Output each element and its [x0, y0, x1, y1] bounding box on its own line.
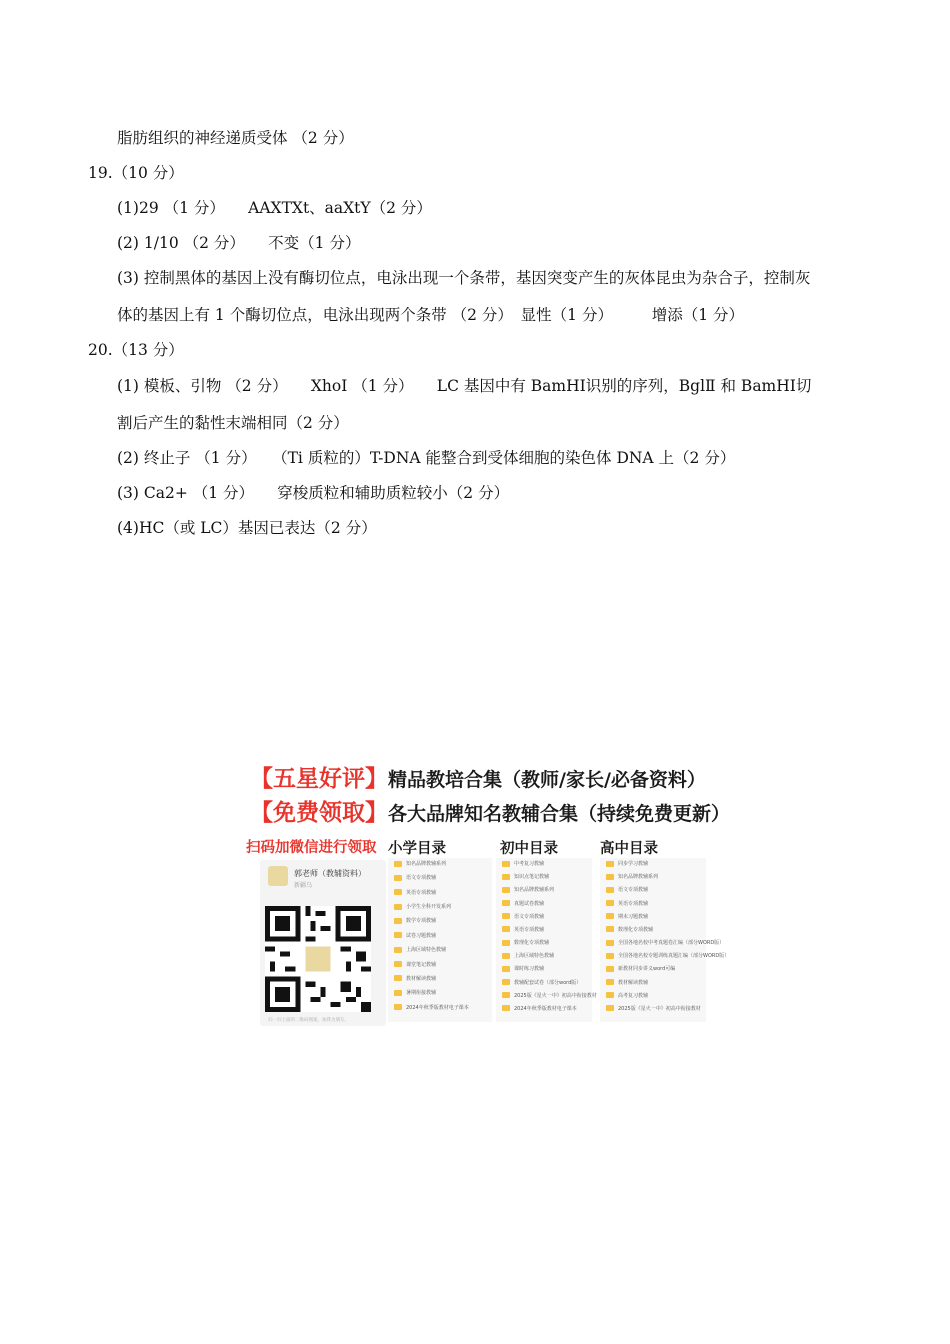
catalog-folder-label: 新教材同步讲义word可编 — [618, 966, 676, 973]
folder-icon — [606, 1005, 614, 1011]
answer-line: (4)HC（或 LC）基因已表达（2 分） — [117, 519, 377, 537]
high-catalog-list — [600, 858, 730, 1022]
question-20-heading: 20.（13 分） — [88, 341, 184, 359]
folder-icon — [502, 900, 510, 906]
catalog-folder-label: 2025版《星火一中》初高中衔接教材 — [618, 1005, 701, 1012]
scan-label: 扫码加微信进行领取 — [246, 840, 377, 856]
folder-icon — [502, 874, 510, 880]
folder-icon — [394, 1004, 402, 1010]
catalog-folder-label: 2024年秋季版教材电子课本 — [514, 1005, 577, 1012]
catalog-folder-item[interactable] — [502, 992, 597, 999]
catalog-folder-item[interactable] — [606, 860, 648, 867]
folder-icon — [394, 889, 402, 895]
catalog-folder-item[interactable] — [502, 965, 544, 972]
answer-line: (1)29 （1 分） AAXTXt、aaXtY（2 分） — [117, 199, 432, 217]
catalog-folder-label: 上海区域特色教辅 — [406, 947, 447, 954]
promo-banner — [238, 756, 731, 1026]
catalog-folder-label: 语文专项教辅 — [618, 887, 649, 894]
catalog-folder-item[interactable] — [394, 1004, 469, 1011]
folder-icon — [502, 940, 510, 946]
catalog-folder-item[interactable] — [502, 952, 554, 959]
catalog-folder-label: 2025版《星火一中》初高中衔接教材 — [514, 992, 597, 999]
catalog-folder-label: 上海区域特色教辅 — [514, 953, 555, 960]
catalog-folder-label: 高考复习教辅 — [618, 992, 649, 999]
folder-icon — [394, 947, 402, 953]
catalog-folder-label: 英语专项教辅 — [406, 889, 437, 896]
catalog-folder-item[interactable] — [394, 989, 436, 996]
folder-icon — [502, 926, 510, 932]
folder-icon — [606, 861, 614, 867]
catalog-folder-item[interactable] — [502, 939, 549, 946]
contact-name: 郭老师（教辅资料） — [294, 869, 366, 878]
catalog-folder-item[interactable] — [394, 946, 446, 953]
catalog-folder-item[interactable] — [394, 860, 446, 867]
catalog-folder-item[interactable] — [394, 889, 436, 896]
catalog-folder-label: 知名品牌教辅系列 — [514, 887, 555, 894]
catalog-folder-item[interactable] — [394, 903, 451, 910]
folder-icon — [606, 926, 614, 932]
folder-icon — [606, 887, 614, 893]
catalog-folder-item[interactable] — [606, 900, 648, 907]
catalog-folder-item[interactable] — [502, 913, 544, 920]
folder-icon — [502, 1005, 510, 1011]
folder-icon — [606, 940, 614, 946]
catalog-folder-label: 课时练习教辅 — [514, 966, 545, 973]
catalog-folder-item[interactable] — [502, 926, 544, 933]
catalog-folder-label: 数理化专项教辅 — [618, 926, 654, 933]
catalog-folder-item[interactable] — [606, 926, 653, 933]
catalog-folder-label: 全国各地名校专题训练真题汇编（部分WORD版） — [618, 953, 730, 960]
catalog-folder-item[interactable] — [502, 860, 544, 867]
contact-location: 新疆乌 — [294, 882, 313, 889]
catalog-folder-item[interactable] — [606, 965, 675, 972]
folder-icon — [502, 861, 510, 867]
catalog-folder-label: 课堂笔记教辅 — [406, 961, 437, 968]
promo-headline-1 — [250, 760, 706, 793]
folder-icon — [394, 861, 402, 867]
catalog-folder-item[interactable] — [394, 874, 436, 881]
catalog-folder-label: 英语专项教辅 — [618, 900, 649, 907]
catalog-folder-item[interactable] — [606, 939, 724, 946]
catalog-folder-label: 教材解读教辅 — [406, 975, 437, 982]
catalog-folder-label: 小学生全科开发系列 — [406, 904, 452, 911]
catalog-folder-item[interactable] — [606, 979, 648, 986]
answer-line: 体的基因上有 1 个酶切位点，电泳出现两个条带 （2 分） 显性（1 分） 增添（1 分） — [117, 306, 745, 324]
promo-free: 【免费领取】 — [250, 800, 388, 826]
promo-brand-text: 各大品牌知名教辅合集（持续免费更新） — [388, 803, 731, 825]
catalog-folder-label: 教辅配套试卷（部分word版） — [514, 979, 582, 986]
catalog-folder-label: 知名品牌教辅系列 — [406, 861, 447, 867]
catalog-folder-label: 中考复习教辅 — [514, 861, 545, 867]
answer-line: 割后产生的黏性末端相同（2 分） — [117, 414, 349, 432]
promo-collection-text: 精品教培合集（教师/家长/必备资料） — [388, 769, 706, 791]
folder-icon — [502, 953, 510, 959]
catalog-folder-item[interactable] — [394, 932, 436, 939]
catalog-folder-item[interactable] — [502, 900, 544, 907]
middle-catalog-list — [496, 858, 597, 1022]
folder-icon — [606, 913, 614, 919]
folder-icon — [394, 875, 402, 881]
catalog-folder-label: 知名品牌教辅系列 — [618, 874, 659, 881]
catalog-folder-item[interactable] — [502, 1005, 577, 1012]
folder-icon — [606, 992, 614, 998]
catalog-folder-label: 英语专项教辅 — [514, 926, 545, 933]
folder-icon — [394, 932, 402, 938]
catalog-folder-item[interactable] — [394, 961, 436, 968]
primary-catalog-list — [388, 858, 492, 1022]
catalog-folder-label: 教材解读教辅 — [618, 979, 649, 986]
folder-icon — [502, 913, 510, 919]
folder-icon — [502, 966, 510, 972]
catalog-folder-item[interactable] — [606, 992, 648, 999]
folder-icon — [502, 887, 510, 893]
catalog-folder-item[interactable] — [606, 1005, 701, 1012]
catalog-folder-item[interactable] — [606, 873, 658, 880]
catalog-folder-label: 语文专项教辅 — [514, 913, 545, 920]
catalog-folder-label: 真题试卷教辅 — [514, 900, 545, 907]
folder-icon — [606, 979, 614, 985]
catalog-folder-item[interactable] — [606, 886, 648, 893]
catalog-folder-item[interactable] — [394, 975, 436, 982]
catalog-folder-item[interactable] — [606, 913, 648, 920]
folder-icon — [394, 975, 402, 981]
avatar — [268, 866, 288, 886]
catalog-folder-label: 知识点笔记教辅 — [514, 874, 550, 881]
catalog-folder-item[interactable] — [394, 917, 436, 924]
promo-headline-2 — [250, 794, 730, 827]
catalog-folder-item[interactable] — [606, 952, 729, 959]
catalog-folder-item[interactable] — [502, 979, 581, 986]
answer-line: 脂肪组织的神经递质受体 （2 分） — [117, 129, 354, 147]
card-footer: 扫一扫上面的二维码图案，加我为朋友。 — [268, 1018, 349, 1023]
folder-icon — [606, 953, 614, 959]
catalog-folder-label: 同步学习教辅 — [618, 861, 649, 867]
folder-icon — [606, 900, 614, 906]
high-catalog-title: 高中目录 — [600, 841, 658, 857]
catalog-folder-item[interactable] — [502, 886, 554, 893]
catalog-folder-label: 语文专项教辅 — [406, 875, 437, 882]
wechat-contact-card — [260, 860, 386, 1026]
answer-line: (3) 控制黑体的基因上没有酶切位点，电泳出现一个条带，基因突变产生的灰体昆虫为杂合子，控制灰 — [117, 269, 811, 287]
catalog-folder-label: 数理化专项教辅 — [514, 940, 550, 946]
answer-line: (2) 终止子 （1 分） （Ti 质粒的）T-DNA 能整合到受体细胞的染色体 DNA 上（2 分） — [117, 449, 736, 467]
catalog-folder-label: 全国各地名校中考真题卷汇编（部分WORD版） — [618, 940, 725, 946]
folder-icon — [394, 990, 402, 996]
folder-icon — [606, 966, 614, 972]
catalog-folder-label: 暑期衔接教辅 — [406, 990, 437, 997]
qr-code-icon[interactable] — [265, 906, 371, 1012]
folder-icon — [502, 992, 510, 998]
middle-catalog-title: 初中目录 — [500, 841, 558, 857]
promo-five-star: 【五星好评】 — [250, 766, 388, 792]
folder-icon — [394, 918, 402, 924]
answer-line: (1) 模板、引物 （2 分） XhoⅠ （1 分） LC 基因中有 BamHⅠ识别的序列，BglⅡ 和 BamHⅠ切 — [117, 377, 812, 395]
answer-line: (3) Ca2+ （1 分） 穿梭质粒和辅助质粒较小（2 分） — [117, 484, 510, 502]
folder-icon — [394, 961, 402, 967]
catalog-folder-label: 试卷习题教辅 — [406, 932, 437, 939]
folder-icon — [394, 904, 402, 910]
folder-icon — [502, 979, 510, 985]
question-19-heading: 19.（10 分） — [88, 164, 184, 182]
catalog-folder-label: 期末习题教辅 — [618, 913, 649, 920]
catalog-folder-label: 数学专项教辅 — [406, 918, 437, 925]
catalog-folder-label: 2024年秋季版教材电子课本 — [406, 1004, 469, 1011]
primary-catalog-title: 小学目录 — [388, 841, 446, 857]
catalog-folder-item[interactable] — [502, 873, 549, 880]
answer-line: (2) 1/10 （2 分） 不变（1 分） — [117, 234, 361, 252]
folder-icon — [606, 874, 614, 880]
